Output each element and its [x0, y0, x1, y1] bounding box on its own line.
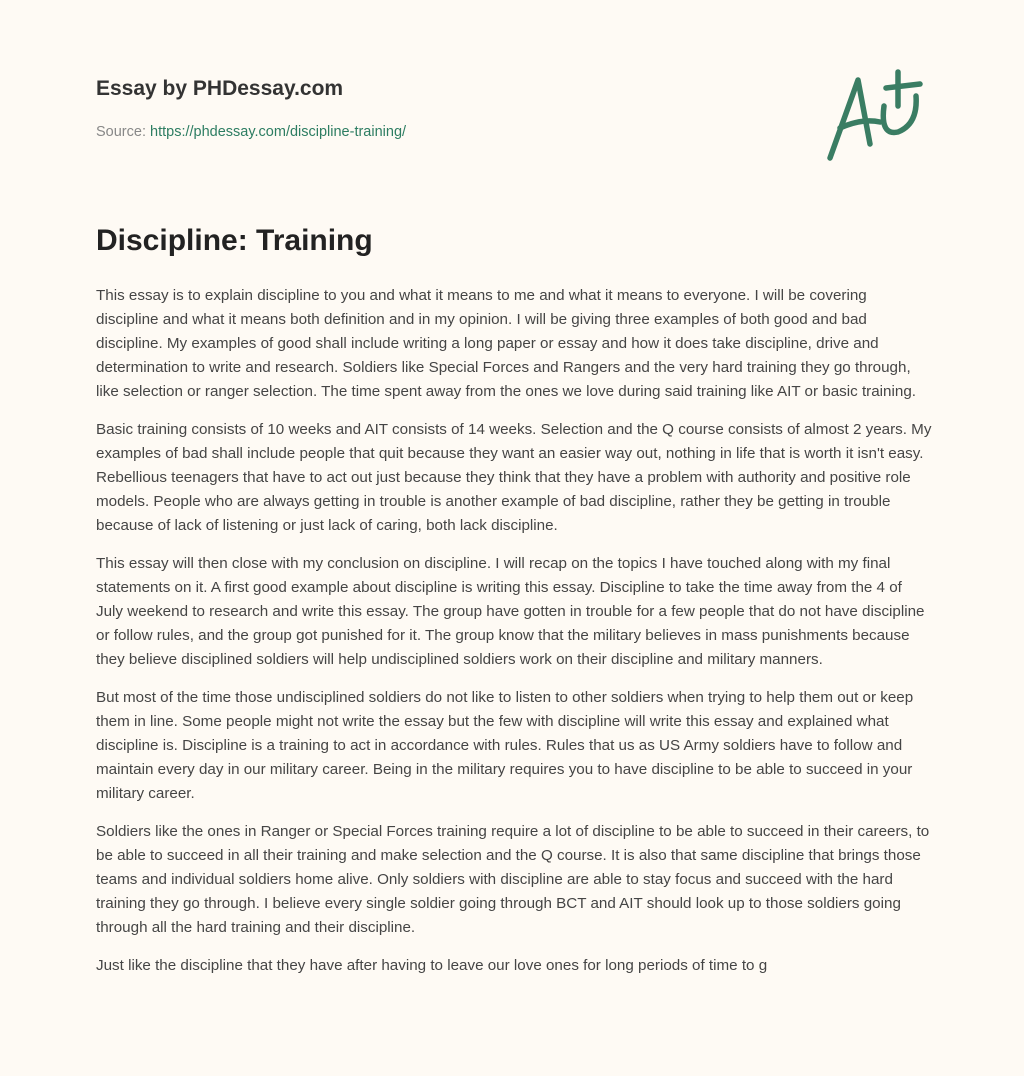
article-title: Discipline: Training: [96, 224, 373, 257]
paragraph: Basic training consists of 10 weeks and AIT consists of 14 weeks. Selection and the Q course consists of almost 2 years. My examples of bad shall include people that quit because they want an easier way out, nothing in life that is worth it isn't easy. Rebellious teenagers that have to act out just because they think that they have a problem with authority and positive role models. People who are always getting in trouble is another example of bad discipline, rather they be getting in trouble because of lack of listening or just lack of caring, both lack discipline.: [96, 421, 932, 534]
site-title: Essay by PHDessay.com: [96, 77, 344, 100]
paragraph: This essay will then close with my conclusion on discipline. I will recap on the topics I have touched along with my final statements on it. A first good example about discipline is writing this essay. Discipline to take the time away from the 4 of July weekend to research and write this essay. The group have gotten in trouble for a few people that do not have discipline or follow rules, and the group got punished for it. The group know that the military believes in mass punishments because they believe disciplined soldiers will help undisciplined soldiers work on their discipline and military manners.: [96, 555, 925, 668]
a-plus-logo-icon: [820, 66, 930, 166]
source-link[interactable]: https://phdessay.com/discipline-training/: [150, 124, 407, 140]
paragraph: This essay is to explain discipline to you and what it means to me and what it means to everyone. I will be covering discipline and what it means both definition and in my opinion. I will be giving three examples of both good and bad discipline. My examples of good shall include writing a long paper or essay and how it does take discipline, drive and determination to write and research. Soldiers like Special Forces and Rangers and the very hard training they go through, like selection or ranger selection. The time spent away from the ones we love during said training like AIT or basic training.: [96, 287, 916, 400]
source-line: [96, 124, 406, 140]
paragraph: Just like the discipline that they have after having to leave our love ones for long periods of time to g: [96, 957, 768, 974]
article-body: [96, 284, 932, 992]
paragraph: But most of the time those undisciplined soldiers do not like to listen to other soldiers when trying to help them out or keep them in line. Some people might not write the essay but the few with discipline will write this essay and explained what discipline is. Discipline is a training to act in accordance with rules. Rules that us as US Army soldiers have to follow and maintain every day in our military career. Being in the military requires you to have discipline to be able to succeed in your military career.: [96, 689, 914, 802]
paragraph: Soldiers like the ones in Ranger or Special Forces training require a lot of discipline to be able to succeed in their careers, to be able to succeed in all their training and make selection and the Q course. It is also that same discipline that brings those teams and individual soldiers home alive. Only soldiers with discipline are able to stay focus and succeed with the hard training they go through. I believe every single soldier going through BCT and AIT should look up to those soldiers going through all the hard training and their discipline.: [96, 823, 930, 936]
source-label: Source:: [96, 124, 146, 140]
